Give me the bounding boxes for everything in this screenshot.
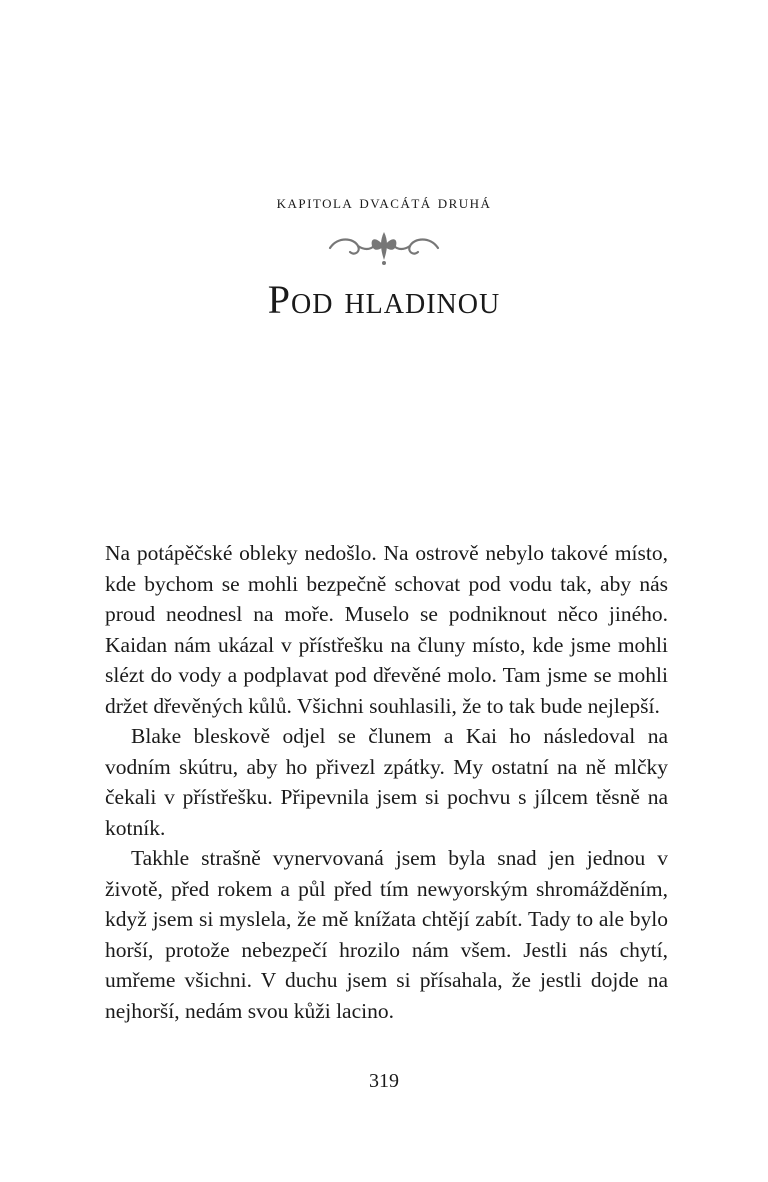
chapter-title: Pod hladinou bbox=[267, 277, 501, 322]
chapter-body bbox=[105, 538, 668, 1026]
paragraph: Takhle strašně vynervovaná jsem byla snad jen jednou v životě, před rokem a půl před tím newyorským shromážděním, když jsem si myslela, že mě knížata chtějí zabít. Tady to ale bylo horší, protože nebezpečí hrozilo nám všem. Jestli nás chytí, umřeme všichni. V duchu jsem si přísahala, že jestli dojde na nejhorší, nedám svou kůži lacino. bbox=[105, 846, 668, 1023]
paragraph: Blake bleskově odjel se člunem a Kai ho následoval na vodním skútru, aby ho přivezl zpátky. My ostatní na ně mlčky čekali v přístřešku. Připevnila jsem si pochvu s jílcem těsně na kotník. bbox=[105, 724, 668, 840]
chapter-label: kapitola dvacátá druhá bbox=[276, 192, 492, 212]
page-number: 319 bbox=[369, 1070, 399, 1092]
paragraph: Na potápěčské obleky nedošlo. Na ostrově nebylo takové místo, kde bychom se mohli bezpečně schovat pod vodu tak, aby nás proud neodnesl na moře. Muselo se podniknout něco jiného. Kaidan nám ukázal v přístřešku na čluny místo, kde jsme mohli slézt do vody a podplavat pod dřevěné molo. Tam jsme se mohli držet dřevěných kůlů. Všichni souhlasili, že to tak bude nejlepší. bbox=[105, 541, 668, 718]
ornament-icon bbox=[324, 226, 444, 266]
